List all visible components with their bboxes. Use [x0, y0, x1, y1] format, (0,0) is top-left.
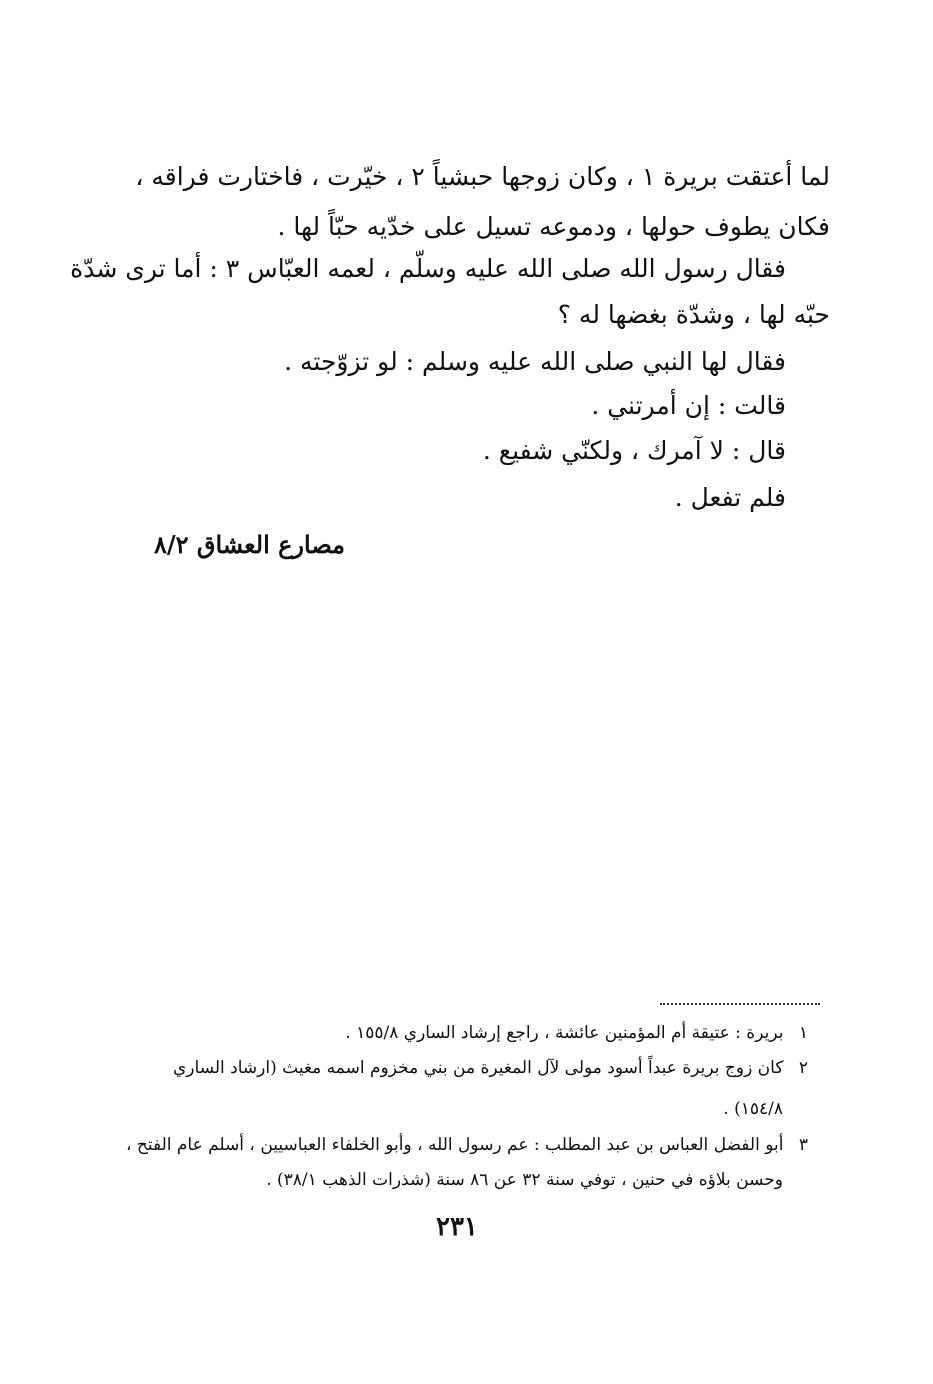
footnote-3-text: أبو الفضل العباس بن عبد المطلب : عم رسول الله ، وأبو الخلفاء العباسيين ، أسلم عام الفتح ،: [125, 1135, 784, 1155]
main-text-line-4: حبّه لها ، وشدّة بغضها له ؟: [557, 300, 830, 329]
main-text-line-7: قال : لا آمرك ، ولكنّي شفيع .: [482, 436, 786, 465]
source-citation: مصارع العشاق ٨/٢: [153, 530, 345, 559]
footnote-3-continuation: وحسن بلاؤه في حنين ، توفي سنة ٣٢ عن ٨٦ سنة (شذرات الذهب ٣٨/١) .: [266, 1170, 783, 1190]
main-text-line-3: فقال رسول الله صلى الله عليه وسلّم ، لعمه العبّاس ٣ : أما ترى شدّة: [70, 254, 786, 283]
main-text-line-2: فكان يطوف حولها ، ودموعه تسيل على خدّيه حبّاً لها .: [277, 212, 830, 241]
page-number: ٢٣١: [436, 1212, 478, 1242]
footnote-3: [126, 1130, 808, 1160]
main-text-line-1: لما أعتقت بريرة ١ ، وكان زوجها حبشياً ٢ ، خيّرت ، فاختارت فراقه ،: [135, 162, 830, 191]
footnote-divider: [660, 1003, 820, 1005]
footnote-2-text: كان زوج بريرة عبداً أسود مولى لآل المغيرة من بني مخزوم اسمه مغيث (ارشاد الساري: [173, 1058, 784, 1078]
main-text-line-5: فقال لها النبي صلى الله عليه وسلم : لو تزوّجته .: [284, 347, 786, 376]
footnote-1: [345, 1018, 808, 1048]
footnote-1-number: ١: [798, 1023, 808, 1043]
footnote-1-text: بريرة : عتيقة أم المؤمنين عائشة ، راجع إرشاد الساري ١٥٥/٨ .: [345, 1023, 784, 1043]
main-text-line-8: فلم تفعل .: [674, 483, 786, 512]
footnote-3-number: ٣: [798, 1135, 808, 1155]
footnote-2: [173, 1053, 808, 1083]
footnote-2-continuation: ١٥٤/٨) .: [723, 1099, 783, 1119]
main-text-line-6: قالت : إن أمرتني .: [591, 391, 786, 420]
footnote-2-number: ٢: [798, 1058, 808, 1078]
